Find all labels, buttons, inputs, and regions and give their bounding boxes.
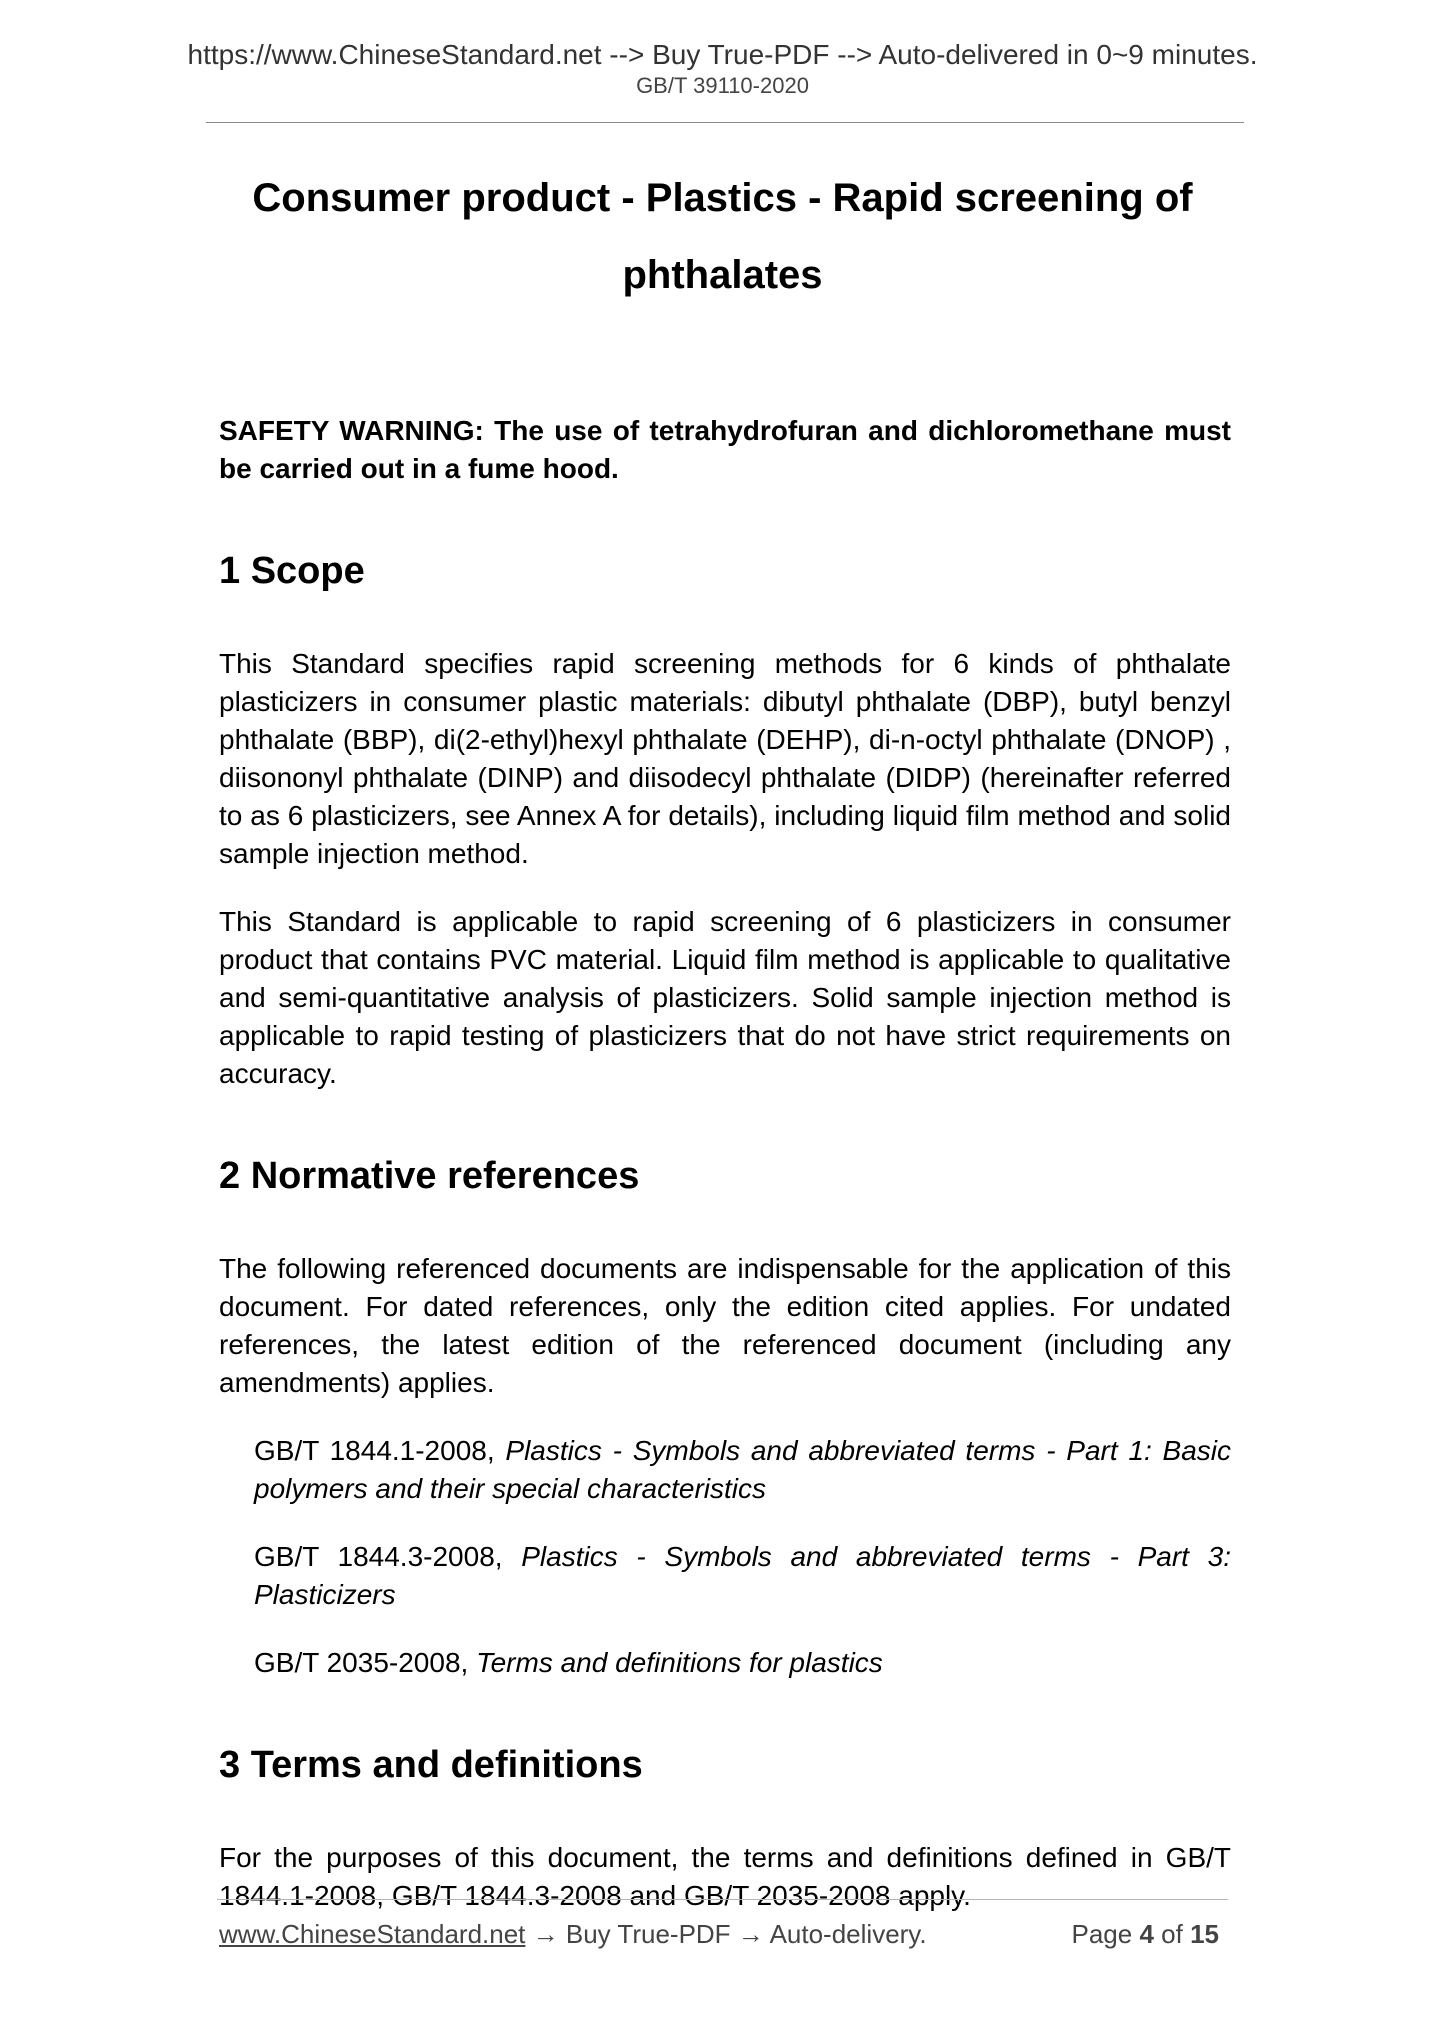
page-total: 15	[1190, 1919, 1219, 1949]
safety-warning: SAFETY WARNING: The use of tetrahydrofuran and dichloromethane must be carried out in a fume hood.	[219, 415, 1231, 484]
reference-item	[219, 1432, 1231, 1508]
document-body	[219, 412, 1231, 1945]
reference-item	[219, 1538, 1231, 1614]
footer-tagline: → Buy True-PDF → Auto-delivery.	[525, 1919, 927, 1949]
reference-code: GB/T 1844.3-2008,	[254, 1541, 522, 1572]
section-heading-scope: 1 Scope	[219, 550, 365, 592]
page-footer	[219, 1918, 1231, 1950]
document-title	[160, 160, 1285, 314]
section-heading-normative-references: 2 Normative references	[219, 1155, 640, 1197]
scope-paragraph-1: This Standard specifies rapid screening methods for 6 kinds of phthalate plasticizers in consumer plastic materials: dibutyl phthalate (DBP), butyl benzyl phthalate (BBP), di(2-ethyl)hexyl phthalate (DEHP), di-n-octyl phthalate (DNOP) , diisononyl phthalate (DINP) and diisodecyl phthalate (DIDP) (hereinafter referred to as 6 plasticizers, see Annex A for details), including liquid film method and solid sample injection method.	[219, 648, 1231, 869]
page-number: 4	[1139, 1919, 1154, 1949]
page-label: Page	[1071, 1919, 1133, 1949]
title-line-2: phthalates	[622, 253, 823, 297]
page-indicator	[1071, 1918, 1219, 1950]
section-heading-terms-and-definitions: 3 Terms and definitions	[219, 1744, 643, 1786]
reference-item	[219, 1644, 1231, 1682]
title-line-1: Consumer product - Plastics - Rapid screening of	[252, 176, 1193, 220]
reference-title: Plastics - Symbols and abbreviated terms - Part 3: Plasticizers	[254, 1541, 1231, 1610]
scope-paragraph-2: This Standard is applicable to rapid screening of 6 plasticizers in consumer product that contains PVC material. Liquid film method is applicable to qualitative and semi-quantitative analysis of plasticizers. Solid sample injection method is applicable to rapid testing of plasticizers that do not have strict requirements on accuracy.	[219, 906, 1231, 1089]
reference-code: GB/T 2035-2008,	[254, 1647, 477, 1678]
reference-title: Terms and definitions for plastics	[476, 1647, 883, 1678]
header-divider	[206, 122, 1244, 123]
footer-divider	[217, 1899, 1228, 1900]
footer-site-link[interactable]: www.ChineseStandard.net	[219, 1919, 526, 1949]
reference-title: Plastics - Symbols and abbreviated terms - Part 1: Basic polymers and their special characteristics	[254, 1435, 1231, 1504]
header-banner: https://www.ChineseStandard.net --> Buy True-PDF --> Auto-delivered in 0~9 minutes.	[187, 39, 1258, 70]
page-of-label: of	[1161, 1919, 1183, 1949]
terms-paragraph: For the purposes of this document, the terms and definitions defined in GB/T 1844.1-2008, GB/T 1844.3-2008 and GB/T 2035-2008 apply.	[219, 1842, 1231, 1911]
reference-code: GB/T 1844.1-2008,	[254, 1435, 506, 1466]
document-code: GB/T 39110-2020	[636, 73, 809, 98]
normative-references-intro: The following referenced documents are indispensable for the application of this document. For dated references, only the edition cited applies. For undated references, the latest edition of the referenced document (including any amendments) applies.	[219, 1253, 1231, 1398]
